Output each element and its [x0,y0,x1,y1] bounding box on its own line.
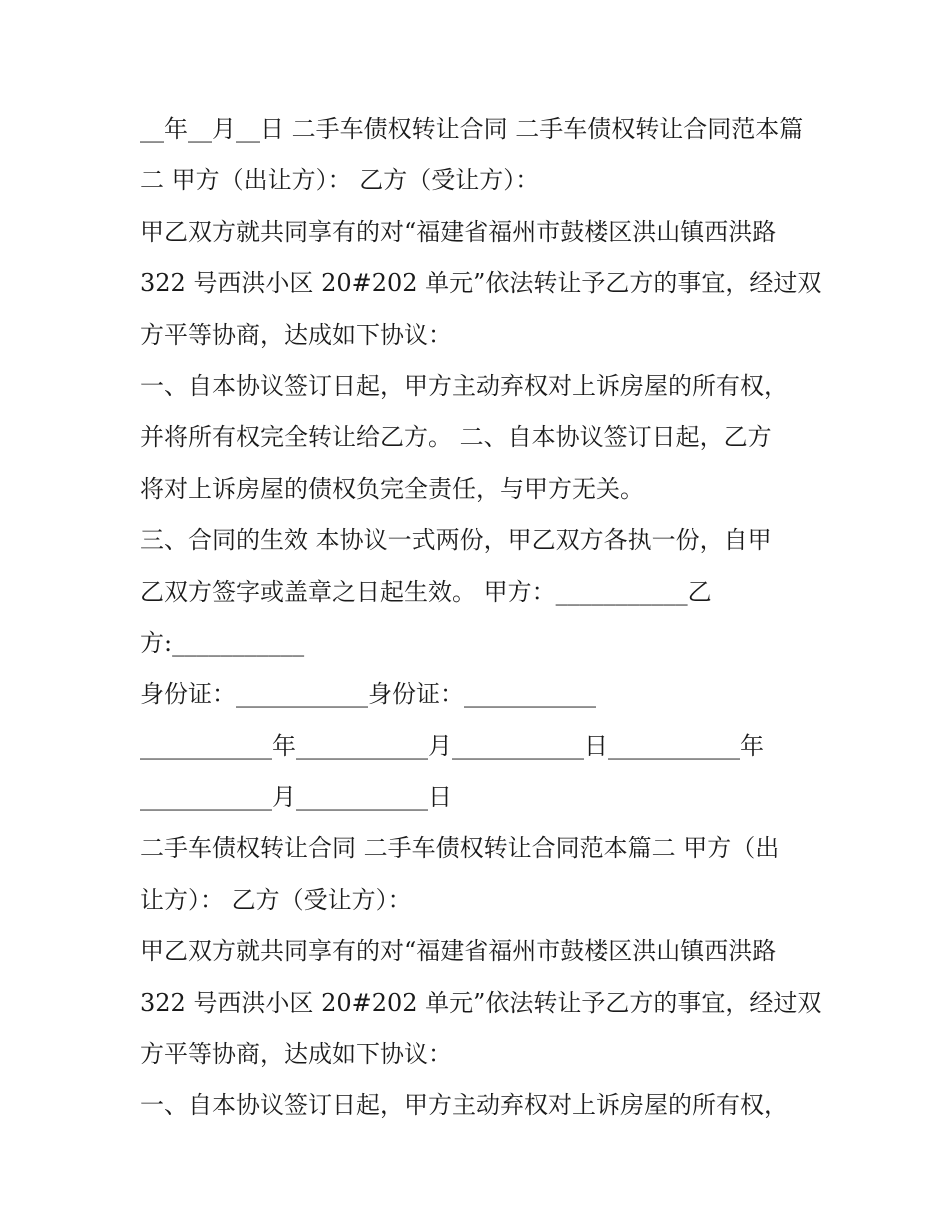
text-line: 二手车债权转让合同 二手车债权转让合同范本篇二 甲方（出 [140,834,780,863]
text-line: 一、自本协议签订日起，甲方主动弃权对上诉房屋的所有权， [140,371,788,400]
text-line: 并将所有权完全转让给乙方。 二、自本协议签订日起，乙方 [140,423,772,452]
text-line: ___________月___________日 [140,783,452,812]
text-line: ___________年___________月___________日___________年 [140,731,764,760]
text-line: 一、自本协议签订日起，甲方主动弃权对上诉房屋的所有权， [140,1091,788,1120]
text-line: 方平等协商，达成如下协议： [140,1040,452,1069]
text-line: __年__月__日 二手车债权转让合同 二手车债权转让合同范本篇 [140,115,804,143]
text-line: 二 甲方（出让方）： 乙方（受让方）： [140,166,540,195]
text-line: 让方）： 乙方（受让方）： [140,885,412,914]
text-line: 方:___________ [140,628,305,657]
text-line: 乙双方签字或盖章之日起生效。 甲方：___________乙 [140,577,712,606]
document-body [140,104,820,1132]
text-line: 322 号西洪小区 20#202 单元”依法转让予乙方的事宜，经过双 [140,269,822,298]
text-line: 甲乙双方就共同享有的对“福建省福州市鼓楼区洪山镇西洪路 [140,937,777,966]
text-line: 三、合同的生效 本协议一式两份，甲乙双方各执一份，自甲 [140,526,772,555]
text-line: 322 号西洪小区 20#202 单元”依法转让予乙方的事宜，经过双 [140,988,822,1017]
text-line: 甲乙双方就共同享有的对“福建省福州市鼓楼区洪山镇西洪路 [140,217,777,246]
text-line: 将对上诉房屋的债权负完全责任，与甲方无关。 [140,474,644,503]
text-line: 身份证：___________身份证：___________ [140,680,596,709]
text-line: 方平等协商，达成如下协议： [140,320,452,349]
